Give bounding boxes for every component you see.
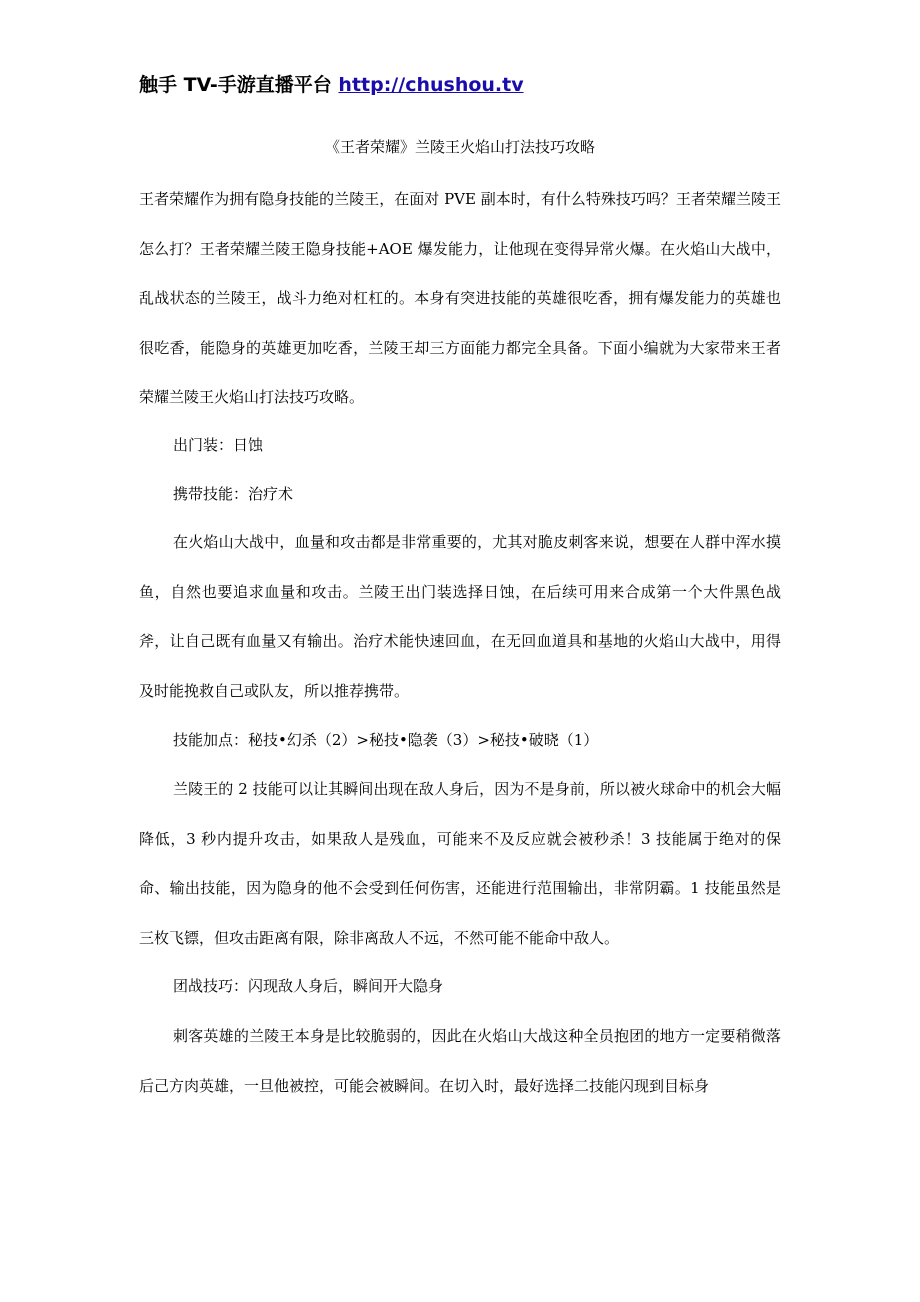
- team-explain-paragraph: 刺客英雄的兰陵王本身是比较脆弱的，因此在火焰山大战这种全员抱团的地方一定要稍微落后己方肉英雄，一旦他被控，可能会被瞬间。在切入时，最好选择二技能闪现到目标身: [139, 1027, 781, 1095]
- page-header: [139, 70, 524, 97]
- spell-line: 携带技能：治疗术: [173, 485, 294, 503]
- article-title: 《王者荣耀》兰陵王火焰山打法技巧攻略: [324, 138, 595, 156]
- intro-paragraph: 王者荣耀作为拥有隐身技能的兰陵王，在面对 PVE 副本时，有什么特殊技巧吗？王者荣耀兰陵王怎么打？王者荣耀兰陵王隐身技能+AOE 爆发能力，让他现在变得异常火爆。在火焰山大战中，乱战状态的兰陵王，战斗力绝对杠杠的。本身有突进技能的英雄很吃香，拥有爆发能力的英雄也很吃香，能隐身的英雄更加吃香，兰陵王却三方面能力都完全具备。下面小编就为大家带来王者荣耀兰陵王火焰山打法技巧攻略。: [139, 190, 781, 406]
- site-link[interactable]: http://chushou.tv: [338, 74, 524, 96]
- skill-explain-paragraph: 兰陵王的 2 技能可以让其瞬间出现在敌人身后，因为不是身前，所以被火球命中的机会大幅降低，3 秒内提升攻击，如果敌人是残血，可能来不及反应就会被秒杀！3 技能属于绝对的保命、输出技能，因为隐身的他不会受到任何伤害，还能进行范围输出，非常阴霸。1 技能虽然是三枚飞镖，但攻击距离有限，除非离敌人不远，不然可能不能命中敌人。: [139, 780, 781, 947]
- gear-explain-paragraph: 在火焰山大战中，血量和攻击都是非常重要的，尤其对脆皮刺客来说，想要在人群中浑水摸鱼，自然也要追求血量和攻击。兰陵王出门装选择日蚀，在后续可用来合成第一个大件黑色战斧，让自己既有血量又有输出。治疗术能快速回血，在无回血道具和基地的火焰山大战中，用得及时能挽救自己或队友，所以推荐携带。: [139, 533, 781, 700]
- brand-text: 触手 TV-手游直播平台: [139, 74, 332, 96]
- team-tip-line: 团战技巧：闪现敌人身后，瞬间开大隐身: [173, 977, 444, 995]
- skill-order-line: 技能加点：秘技•幻杀（2）>秘技•隐袭（3）>秘技•破晓（1）: [173, 731, 599, 749]
- gear-line: 出门装：日蚀: [173, 436, 264, 454]
